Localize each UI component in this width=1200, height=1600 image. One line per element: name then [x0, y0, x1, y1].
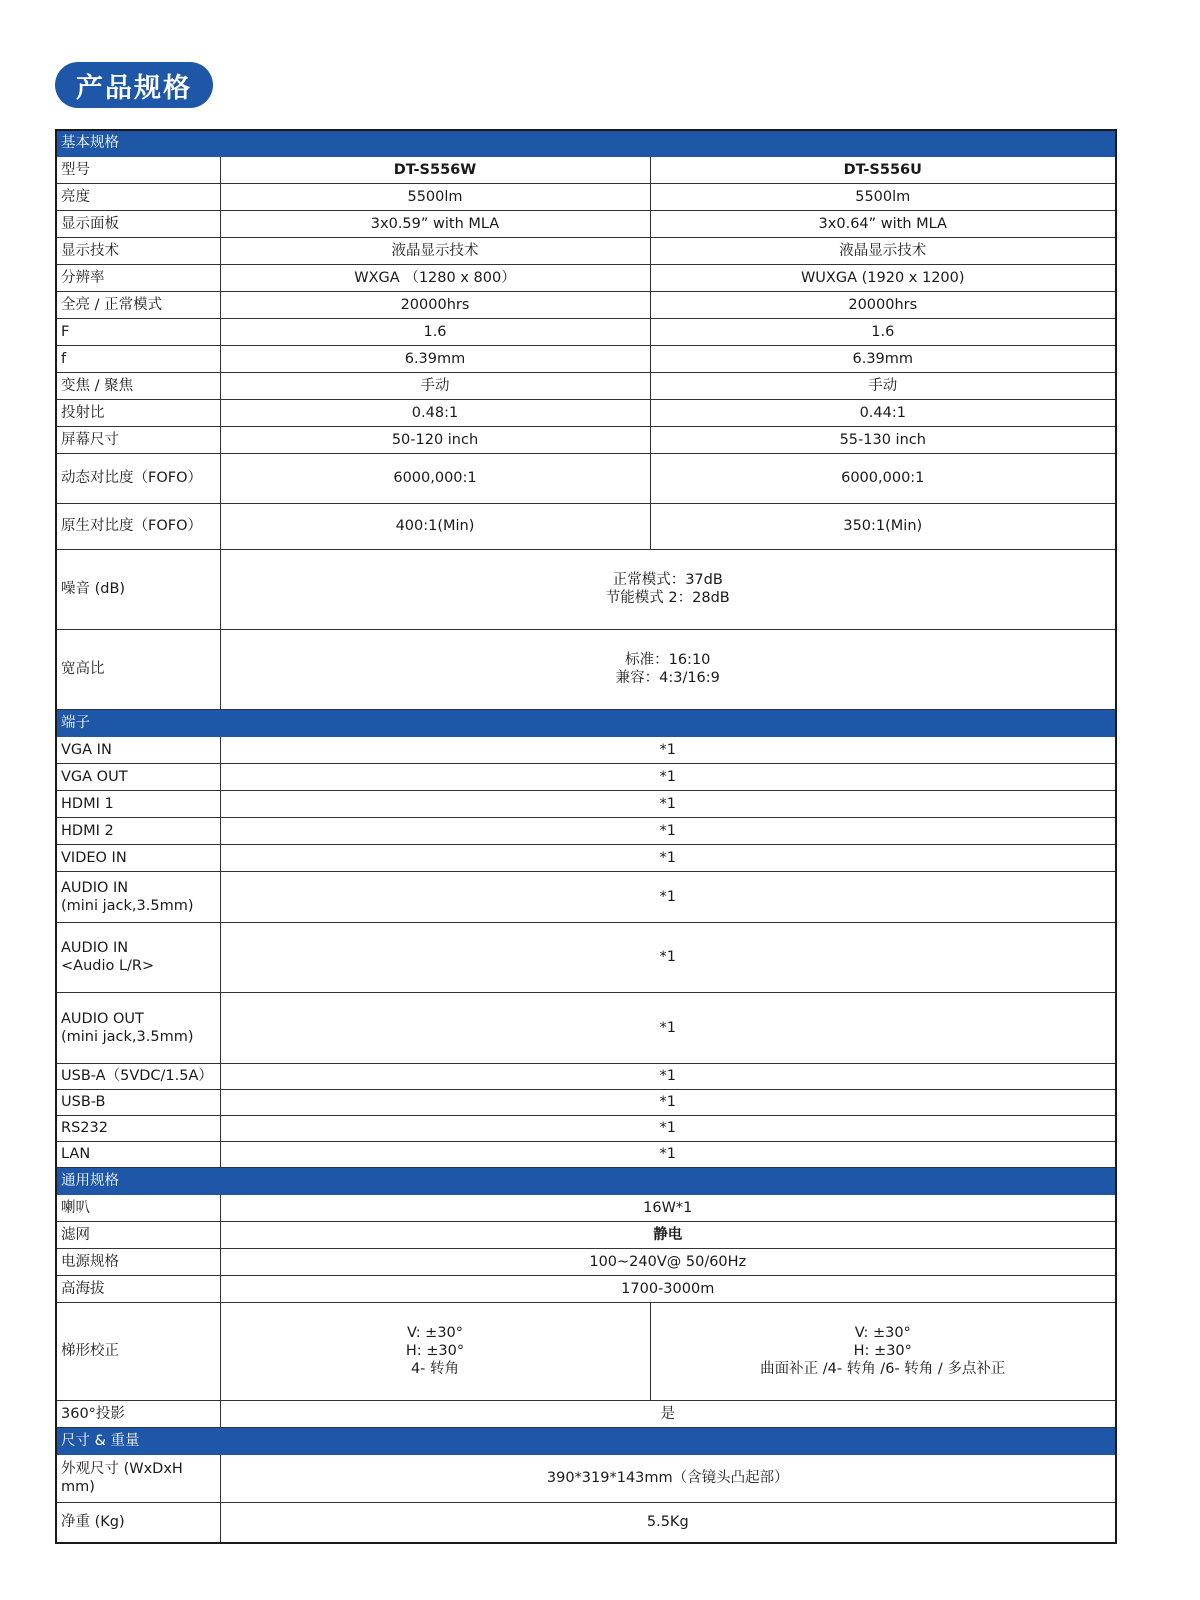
row-value: 1700-3000m: [220, 1275, 1116, 1302]
table-row: [56, 629, 1116, 709]
cell-line: 4- 转角: [410, 1361, 460, 1377]
table-row: [56, 817, 1116, 844]
value-w: [220, 1302, 650, 1400]
row-label: 投射比: [56, 399, 220, 426]
row-label: f: [56, 345, 220, 372]
table-row: [56, 453, 1116, 503]
row-label: 360°投影: [56, 1400, 220, 1427]
table-row: [56, 1302, 1116, 1400]
table-row: [56, 790, 1116, 817]
value-w: DT-S556W: [220, 156, 650, 183]
value-w: 3x0.59” with MLA: [220, 210, 650, 237]
section-header: 基本规格: [56, 130, 1116, 156]
row-label: 显示技术: [56, 237, 220, 264]
row-label: USB-A（5VDC/1.5A）: [56, 1063, 220, 1089]
cell-line: AUDIO IN: [61, 940, 129, 956]
row-label: [56, 871, 220, 922]
value-u: 6000,000:1: [650, 453, 1116, 503]
row-label: 净重 (Kg): [56, 1502, 220, 1543]
row-value: 390*319*143mm（含镜头凸起部）: [220, 1454, 1116, 1502]
table-row: [56, 1400, 1116, 1427]
cell-line: V: ±30°: [854, 1325, 911, 1341]
row-label: [56, 922, 220, 992]
row-label: LAN: [56, 1141, 220, 1167]
row-value: [220, 629, 1116, 709]
row-label: 电源规格: [56, 1248, 220, 1275]
row-value: *1: [220, 992, 1116, 1063]
value-u: 0.44:1: [650, 399, 1116, 426]
row-label: 型号: [56, 156, 220, 183]
value-u: 350:1(Min): [650, 503, 1116, 549]
table-row: [56, 1275, 1116, 1302]
value-u: WUXGA (1920 x 1200): [650, 264, 1116, 291]
row-label: VGA OUT: [56, 763, 220, 790]
row-label: USB-B: [56, 1089, 220, 1115]
cell-line: V: ±30°: [406, 1325, 464, 1341]
section-basic: [56, 130, 1116, 156]
cell-line: H: ±30°: [853, 1343, 912, 1359]
table-row: [56, 318, 1116, 345]
table-row: [56, 844, 1116, 871]
table-row: [56, 372, 1116, 399]
cell-line: 曲面补正 /4- 转角 /6- 转角 / 多点补正: [760, 1361, 1006, 1377]
row-value: *1: [220, 817, 1116, 844]
row-label: 动态对比度（FOFO）: [56, 453, 220, 503]
table-row: [56, 1248, 1116, 1275]
row-label: 全亮 / 正常模式: [56, 291, 220, 318]
value-w: 50-120 inch: [220, 426, 650, 453]
row-value: *1: [220, 922, 1116, 992]
row-value: 5.5Kg: [220, 1502, 1116, 1543]
row-label: 亮度: [56, 183, 220, 210]
section-general: [56, 1167, 1116, 1194]
row-value: 是: [220, 1400, 1116, 1427]
row-value: 16W*1: [220, 1194, 1116, 1221]
value-w: 0.48:1: [220, 399, 650, 426]
row-label: 原生对比度（FOFO）: [56, 503, 220, 549]
table-row: [56, 237, 1116, 264]
section-header: 尺寸 & 重量: [56, 1427, 1116, 1454]
table-row: [56, 922, 1116, 992]
table-row: [56, 1089, 1116, 1115]
cell-line: 节能模式 2：28dB: [605, 590, 730, 606]
row-label: [56, 992, 220, 1063]
row-value: *1: [220, 1063, 1116, 1089]
table-row: [56, 763, 1116, 790]
table-row: [56, 871, 1116, 922]
table-row: [56, 156, 1116, 183]
cell-line: AUDIO OUT: [61, 1010, 144, 1027]
table-row: [56, 992, 1116, 1063]
cell-line: (mini jack,3.5mm): [61, 897, 194, 914]
table-row: [56, 399, 1116, 426]
value-u: [650, 1302, 1116, 1400]
cell-line: 标准：16:10: [625, 652, 711, 668]
row-value: 静电: [220, 1221, 1116, 1248]
value-w: 6000,000:1: [220, 453, 650, 503]
value-u: 1.6: [650, 318, 1116, 345]
table-row: [56, 1063, 1116, 1089]
cell-line: 正常模式：37dB: [612, 572, 723, 588]
table-row: [56, 1194, 1116, 1221]
spec-table: [55, 129, 1117, 1544]
table-row: [56, 345, 1116, 372]
row-label: 变焦 / 聚焦: [56, 372, 220, 399]
row-value: 100~240V@ 50/60Hz: [220, 1248, 1116, 1275]
cell-line: 兼容：4:3/16:9: [615, 670, 720, 686]
row-value: *1: [220, 844, 1116, 871]
table-row: [56, 549, 1116, 629]
row-label: 喇叭: [56, 1194, 220, 1221]
row-label: 噪音 (dB): [56, 549, 220, 629]
page-title: 产品规格: [55, 62, 213, 108]
value-w: 6.39mm: [220, 345, 650, 372]
value-u: 3x0.64” with MLA: [650, 210, 1116, 237]
table-row: [56, 503, 1116, 549]
value-w: 5500lm: [220, 183, 650, 210]
value-w: 手动: [220, 372, 650, 399]
row-label: RS232: [56, 1115, 220, 1141]
row-label: 显示面板: [56, 210, 220, 237]
table-row: [56, 264, 1116, 291]
row-label: 外观尺寸 (WxDxH mm): [56, 1454, 220, 1502]
row-label: VGA IN: [56, 736, 220, 763]
table-row: [56, 1221, 1116, 1248]
value-u: 液晶显示技术: [650, 237, 1116, 264]
table-row: [56, 1141, 1116, 1167]
value-u: 55-130 inch: [650, 426, 1116, 453]
value-w: WXGA （1280 x 800）: [220, 264, 650, 291]
table-row: [56, 210, 1116, 237]
table-row: [56, 183, 1116, 210]
cell-line: <Audio L/R>: [61, 958, 155, 974]
row-label: 滤网: [56, 1221, 220, 1248]
value-u: 6.39mm: [650, 345, 1116, 372]
row-value: *1: [220, 1089, 1116, 1115]
row-value: [220, 549, 1116, 629]
table-row: [56, 1502, 1116, 1543]
value-w: 液晶显示技术: [220, 237, 650, 264]
section-header: 端子: [56, 709, 1116, 736]
table-row: [56, 736, 1116, 763]
row-label: F: [56, 318, 220, 345]
value-w: 400:1(Min): [220, 503, 650, 549]
row-value: *1: [220, 871, 1116, 922]
row-label: 分辨率: [56, 264, 220, 291]
cell-line: AUDIO IN: [61, 879, 129, 896]
row-label: 梯形校正: [56, 1302, 220, 1400]
row-value: *1: [220, 790, 1116, 817]
table-row: [56, 1454, 1116, 1502]
section-dimensions: [56, 1427, 1116, 1454]
row-value: *1: [220, 1141, 1116, 1167]
row-value: *1: [220, 763, 1116, 790]
value-u: 5500lm: [650, 183, 1116, 210]
row-label: HDMI 2: [56, 817, 220, 844]
row-label: VIDEO IN: [56, 844, 220, 871]
value-u: DT-S556U: [650, 156, 1116, 183]
row-label: 高海拔: [56, 1275, 220, 1302]
cell-line: (mini jack,3.5mm): [61, 1028, 194, 1045]
value-u: 手动: [650, 372, 1116, 399]
section-header: 通用规格: [56, 1167, 1116, 1194]
value-w: 1.6: [220, 318, 650, 345]
row-label: HDMI 1: [56, 790, 220, 817]
row-value: *1: [220, 1115, 1116, 1141]
row-label: 屏幕尺寸: [56, 426, 220, 453]
row-value: *1: [220, 736, 1116, 763]
row-label: 宽高比: [56, 629, 220, 709]
value-u: 20000hrs: [650, 291, 1116, 318]
table-row: [56, 291, 1116, 318]
section-ports: [56, 709, 1116, 736]
table-row: [56, 1115, 1116, 1141]
cell-line: H: ±30°: [405, 1343, 465, 1359]
table-row: [56, 426, 1116, 453]
value-w: 20000hrs: [220, 291, 650, 318]
